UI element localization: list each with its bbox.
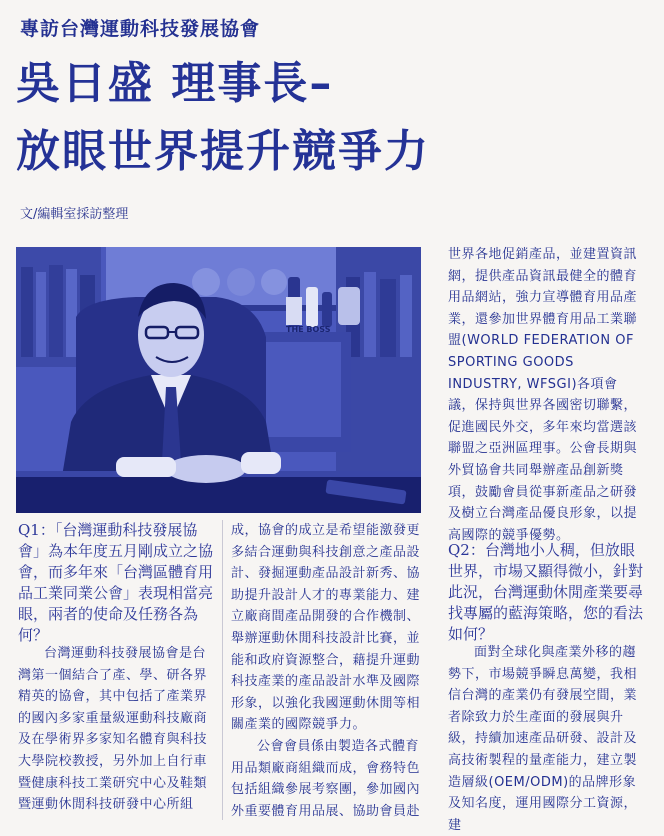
right-column-paragraph: 世界各地促銷產品，並建置資訊網，提供產品資訊最健全的體育用品網站，強力宣導體育用品產業，還參加世界體育用品工業聯盟(WORLD FEDERATION OF SPORTING GOODS INDUSTRY, WFSGI)各項會議，保持與世界各國密切聯繫，促進國民外交，多年來均當選該聯盟之亞洲區理事。公會長期與外貿協會共同舉辦產品創新獎項，鼓勵會員從事新產品之研發及樹立台灣產品優良形象，以提高國際的競爭優勢。: [448, 247, 638, 543]
answer-1-paragraph: 台灣運動科技發展協會是台灣第一個結合了產、學、研各界精英的協會，其中包括了產業界的國內多家重量級運動科技廠商及在學術界多家知名體育與科技大學院校教授，另外加上自行車暨健康科技工業研究中心及鞋類暨運動休閒科技研發中心所組: [18, 646, 208, 813]
article-title-line2: 放眼世界提升競爭力: [16, 126, 430, 177]
interview-photo: [16, 247, 421, 513]
answer-2-column: [448, 642, 644, 836]
question-1: Q1：「台灣運動科技發展協會」為本年度五月剛成立之協會，而多年來「台灣區體育用品工業同業公會」表現相當亮眼，兩者的使命及任務各為何？: [18, 521, 214, 644]
answer-1-continued-column: [231, 520, 427, 822]
section-kicker: 專訪台灣運動科技發展協會: [20, 18, 261, 40]
answer-1-column: [18, 643, 214, 816]
bottle-label: THE BOSS: [286, 325, 331, 334]
association-members-paragraph: 公會會員係由製造各式體育用品類廠商組織而成，會務特色包括組織參展考察團，參加國內外重要體育用品展、協助會員赴: [231, 738, 421, 819]
answer-2-paragraph: 面對全球化與產業外移的趨勢下，市場競爭瞬息萬變，我相信台灣的產業仍有發展空間，業者除致力於生產面的發展與升級，持續加速產品研發、設計及高技術製程的量產能力，建立製造層級(OEM/ODM)的品牌形象及知名度，運用國際分工資源，建: [448, 645, 638, 833]
byline: 文/編輯室採訪整理: [20, 207, 129, 222]
article-title-line1: 吳日盛 理事長–: [16, 58, 334, 109]
answer-1-continued: 成，協會的成立是希望能激發更多結合運動與科技創意之產品設計、發掘運動產品設計新秀、協助提升設計人才的專業能力、建立廠商間產品開發的合作機制、舉辦運動休閒科技設計比賽，並能和政府資源整合，藉提升運動科技產業的產品設計水準及國際形象，以強化我國運動休閒等相關產業的國際競爭力。: [231, 523, 421, 733]
question-2: Q2：台灣地小人稠，但放眼世界，市場又顯得微小，針對此況，台灣運動休閒產業要尋找專屬的藍海策略，您的看法如何？: [448, 541, 644, 643]
column-divider: [222, 520, 223, 820]
right-column-text: [448, 244, 644, 546]
